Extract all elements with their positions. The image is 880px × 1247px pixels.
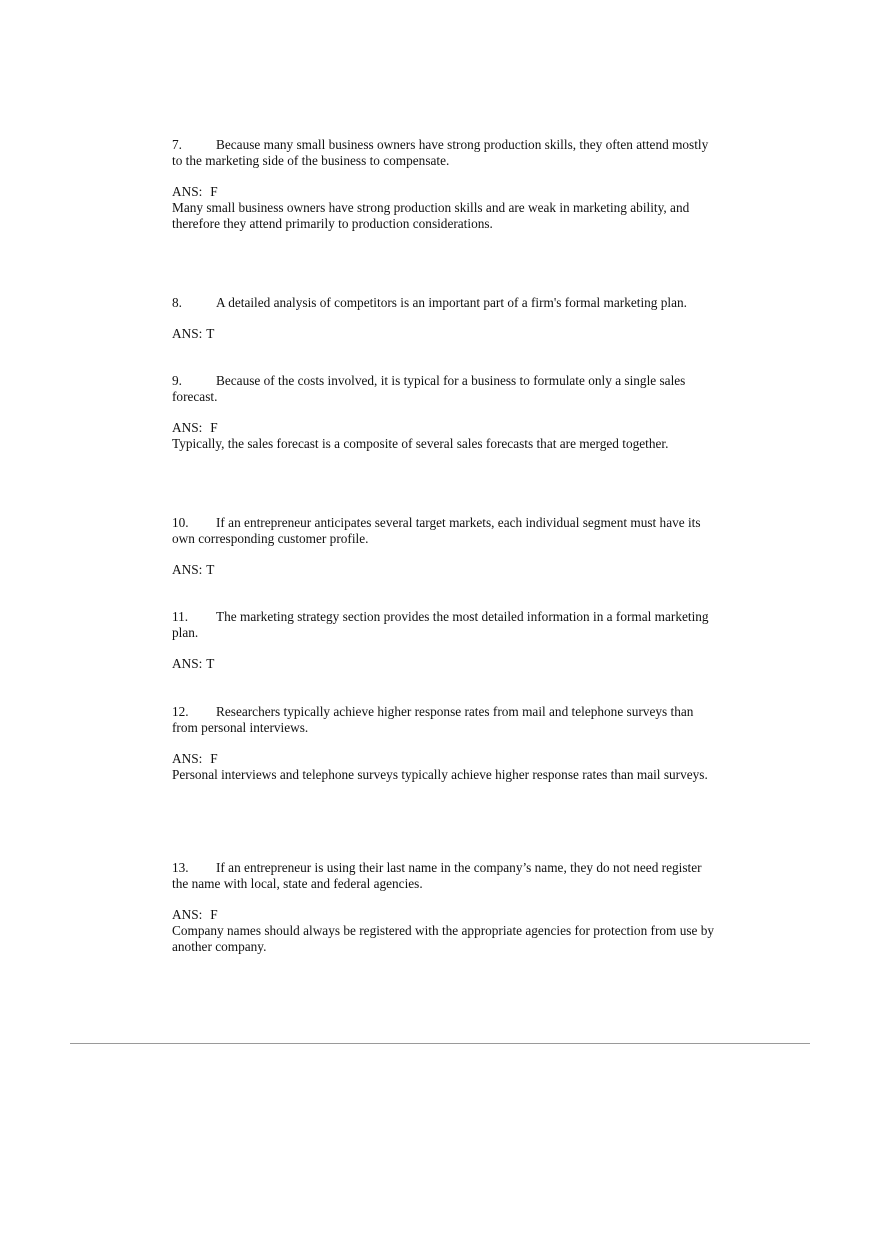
question-11 [172,609,717,672]
answer-value: F [210,420,218,435]
answer-label: ANS: [172,656,203,671]
answer-line [172,751,717,767]
answer-line [172,562,717,578]
question-number: 8. [172,295,182,310]
answer-label: ANS: [172,907,203,922]
question-number: 7. [172,137,182,152]
question-9 [172,373,717,452]
question-body: A detailed analysis of competitors is an important part of a firm's formal marketing plan. [216,295,687,310]
answer-line [172,907,717,923]
question-number: 10. [172,515,189,530]
answer-explanation: Personal interviews and telephone surveys typically achieve higher response rates than mail surveys. [172,767,708,782]
question-text [172,860,717,892]
answer-line [172,184,717,200]
answer-value: F [210,751,218,766]
answer-label: ANS: [172,562,203,577]
question-body: Because many small business owners have strong production skills, they often attend mostly to the marketing side of the business to compensate. [172,137,709,168]
question-12 [172,704,717,783]
answer-explanation: Many small business owners have strong production skills and are weak in marketing ability, and therefore they attend primarily to production considerations. [172,200,690,231]
answer-value: F [210,907,218,922]
question-number: 12. [172,704,189,719]
question-text [172,373,717,405]
answer-value: F [210,184,218,199]
answer-label: ANS: [172,184,203,199]
question-text [172,515,717,547]
answer-label: ANS: [172,420,203,435]
question-number: 9. [172,373,182,388]
answer-value: T [206,326,215,341]
question-body: The marketing strategy section provides the most detailed information in a formal marketing plan. [172,609,709,640]
question-10 [172,515,717,578]
question-number: 13. [172,860,189,875]
answer-line [172,420,717,436]
answer-value: T [206,656,215,671]
question-body: Researchers typically achieve higher response rates from mail and telephone surveys than from personal interviews. [172,704,694,735]
question-number: 11. [172,609,189,624]
question-body: If an entrepreneur is using their last name in the company’s name, they do not need register the name with local, state and federal agencies. [172,860,702,891]
question-7 [172,137,717,232]
footer-divider [70,1043,810,1044]
question-13 [172,860,717,955]
answer-line [172,656,717,672]
answer-explanation: Typically, the sales forecast is a composite of several sales forecasts that are merged together. [172,436,669,451]
question-8 [172,295,717,342]
question-text [172,704,717,736]
question-body: If an entrepreneur anticipates several target markets, each individual segment must have its own corresponding customer profile. [172,515,701,546]
question-text [172,295,717,311]
answer-value: T [206,562,215,577]
question-body: Because of the costs involved, it is typical for a business to formulate only a single sales forecast. [172,373,686,404]
answer-explanation: Company names should always be registered with the appropriate agencies for protection from use by another company. [172,923,715,954]
answer-label: ANS: [172,751,203,766]
answer-label: ANS: [172,326,203,341]
question-text [172,137,717,169]
question-text [172,609,717,641]
answer-line [172,326,717,342]
